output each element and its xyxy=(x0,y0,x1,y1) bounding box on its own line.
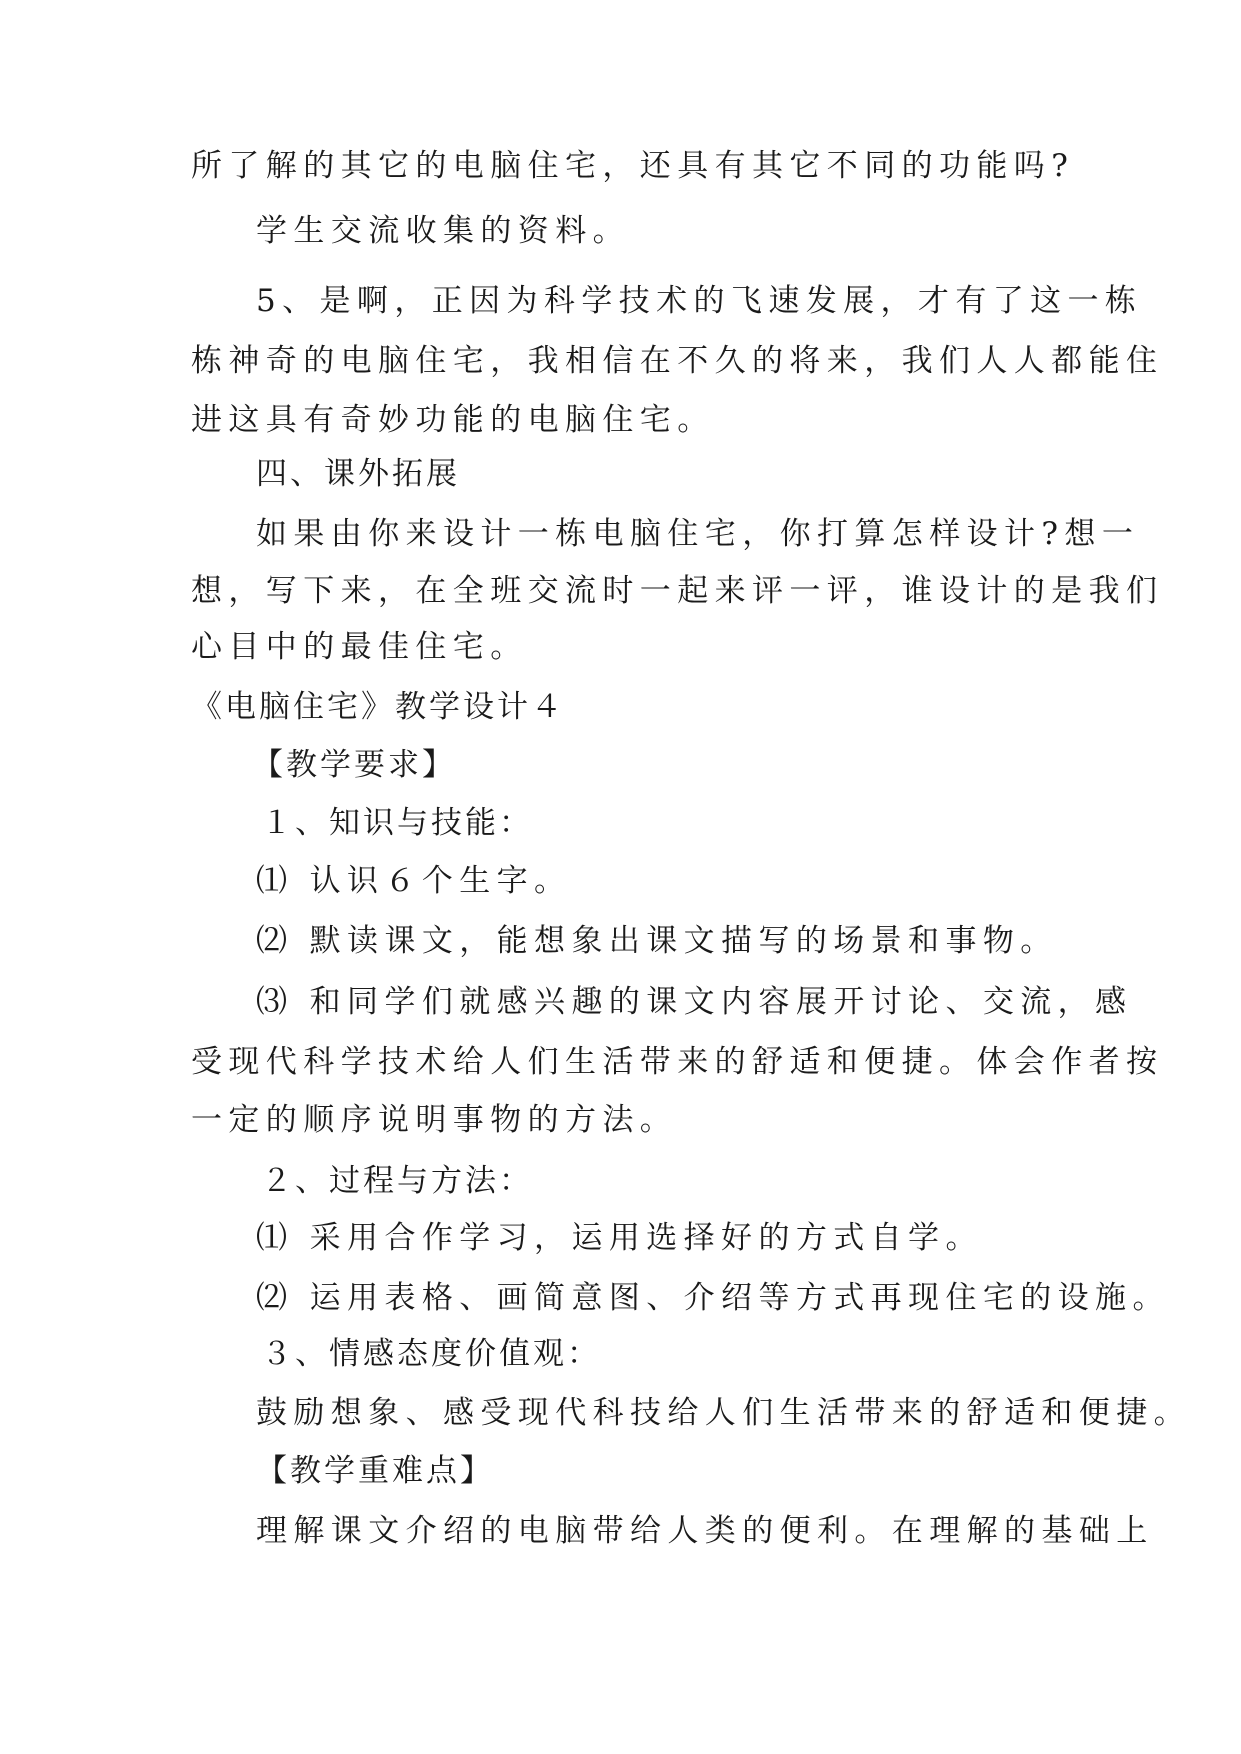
paragraph-line: 如果由你来设计一栋电脑住宅，你打算怎样设计?想一 xyxy=(256,516,1140,552)
paragraph-line: 想，写下来，在全班交流时一起来评一评，谁设计的是我们 xyxy=(191,573,1164,609)
list-item: ⑵ 默读课文，能想象出课文描写的场景和事物。 xyxy=(256,923,1058,959)
paragraph-line: 一定的顺序说明事物的方法。 xyxy=(191,1102,678,1138)
paragraph-line: 栋神奇的电脑住宅，我相信在不久的将来，我们人人都能住 xyxy=(191,343,1164,379)
paragraph-line: 受现代科学技术给人们生活带来的舒适和便捷。体会作者按 xyxy=(191,1044,1164,1080)
list-item: ⑶ 和同学们就感兴趣的课文内容展开讨论、交流，感 xyxy=(256,984,1133,1020)
document-title: 《电脑住宅》教学设计４ xyxy=(191,689,565,725)
subsection-heading: ３、情感态度价值观： xyxy=(261,1336,601,1372)
paragraph-line: 鼓励想象、感受现代科技给人们生活带来的舒适和便捷。 xyxy=(256,1395,1191,1431)
list-item: ⑴ 采用合作学习，运用选择好的方式自学。 xyxy=(256,1220,983,1256)
section-heading: 【教学要求】 xyxy=(252,747,456,783)
paragraph-line: 所了解的其它的电脑住宅，还具有其它不同的功能吗? xyxy=(191,148,1075,184)
list-item: ⑴ 认识６个生字。 xyxy=(256,863,572,899)
subsection-heading: １、知识与技能： xyxy=(261,805,533,841)
paragraph-line: 心目中的最佳住宅。 xyxy=(191,629,528,665)
paragraph-line: 学生交流收集的资料。 xyxy=(256,213,630,249)
subsection-heading: ２、过程与方法： xyxy=(261,1163,533,1199)
list-item: ⑵ 运用表格、画简意图、介绍等方式再现住宅的设施。 xyxy=(256,1280,1170,1316)
section-heading: 【教学重难点】 xyxy=(256,1453,494,1489)
paragraph-line: 进这具有奇妙功能的电脑住宅。 xyxy=(191,402,715,438)
section-heading: 四、课外拓展 xyxy=(256,456,460,492)
paragraph-line: 5、是啊，正因为科学技术的飞速发展，才有了这一栋 xyxy=(256,283,1143,319)
paragraph-line: 理解课文介绍的电脑带给人类的便利。在理解的基础上 xyxy=(256,1513,1154,1549)
